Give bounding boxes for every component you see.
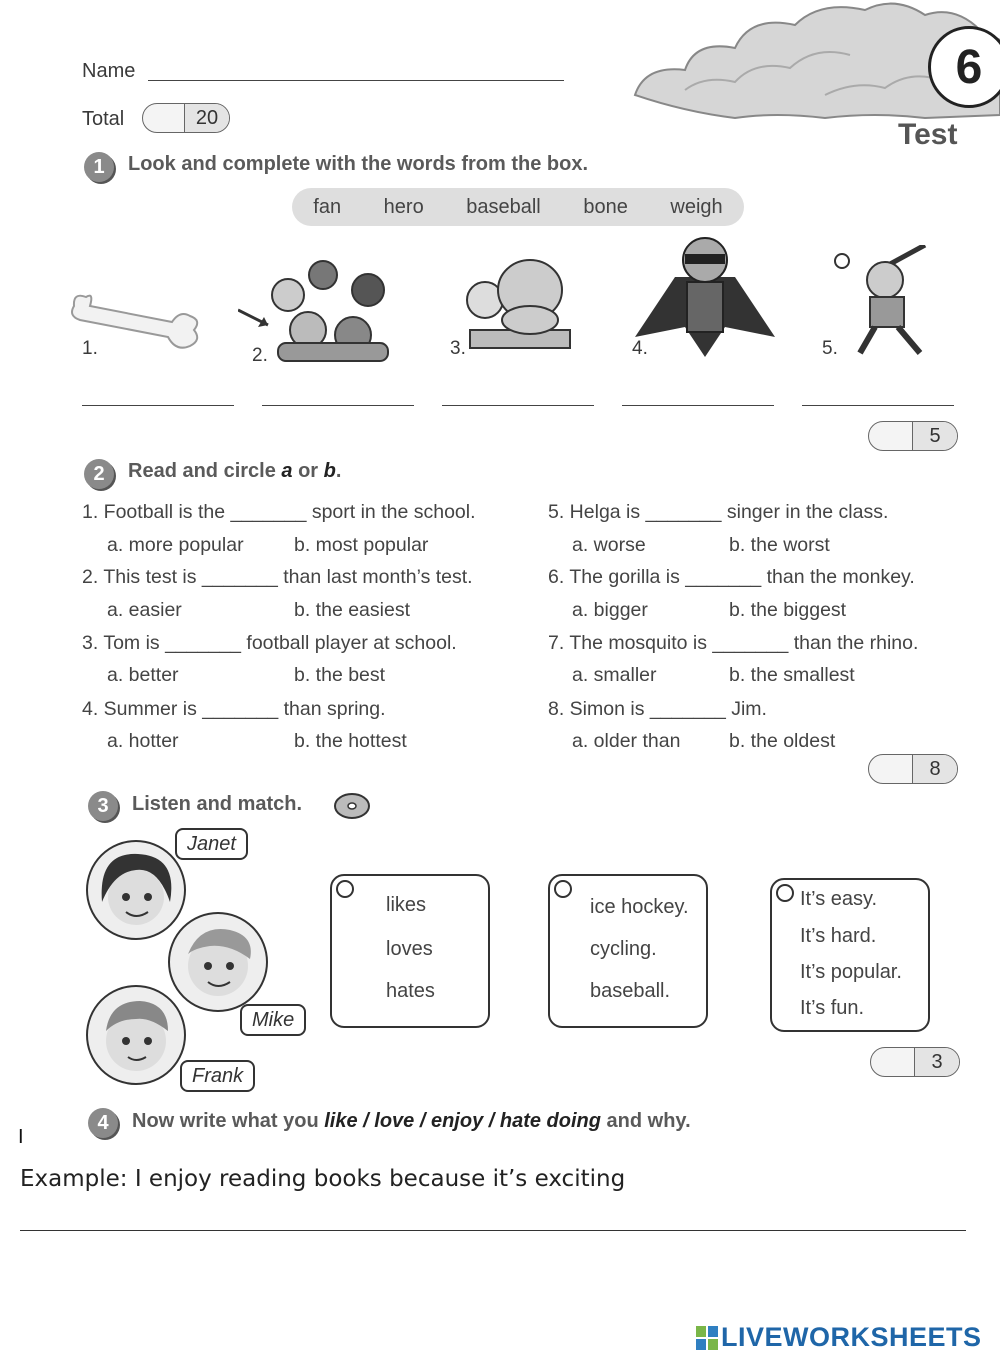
- item-number-2: 2.: [252, 345, 268, 366]
- section-3-score-box: [870, 1047, 960, 1077]
- section-1-number: 1: [84, 152, 114, 182]
- option-8b[interactable]: b. the oldest: [729, 730, 836, 752]
- section-2-score-box: [868, 754, 958, 784]
- question-1: 1. Football is the _______ sport in the school.: [82, 501, 476, 523]
- instruction-text: .: [335, 460, 342, 482]
- verb-option[interactable]: loves: [386, 938, 433, 960]
- section-1-score-box: [868, 421, 958, 451]
- question-3: 3. Tom is _______ football player at school.: [82, 632, 457, 654]
- sport-option[interactable]: baseball.: [590, 980, 671, 1002]
- answer-line-5[interactable]: [802, 405, 954, 406]
- reason-option[interactable]: It’s easy.: [800, 888, 878, 910]
- question-7: 7. The mosquito is _______ than the rhino.: [548, 632, 919, 654]
- section-3-instruction: Listen and match.: [132, 793, 303, 815]
- question-5: 5. Helga is _______ singer in the class.: [548, 501, 889, 523]
- instruction-emphasis: like / love / enjoy / hate doing: [324, 1110, 601, 1132]
- baseball-player-picture: [830, 245, 945, 360]
- superhero-picture: [635, 232, 775, 360]
- word-box-item: fan: [313, 195, 342, 218]
- unit-number: 6: [955, 40, 983, 94]
- option-2b[interactable]: b. the easiest: [294, 599, 410, 621]
- answer-line-1[interactable]: [82, 405, 234, 406]
- word-box: [292, 188, 744, 226]
- option-6a[interactable]: a. bigger: [572, 599, 648, 621]
- name-tag-mike: Mike: [240, 1004, 306, 1036]
- reason-option[interactable]: It’s popular.: [800, 961, 902, 983]
- total-label: Total: [82, 108, 125, 130]
- item-number-3: 3.: [450, 338, 466, 359]
- section-3-number: 3: [88, 791, 118, 821]
- sport-option[interactable]: ice hockey.: [590, 896, 689, 918]
- instruction-text: and why.: [600, 1110, 691, 1132]
- unit-number-badge: [928, 26, 1000, 108]
- instruction-option-b: b: [323, 460, 336, 482]
- instruction-text: Now write what you: [132, 1110, 325, 1132]
- option-1a[interactable]: a. more popular: [107, 534, 244, 556]
- item-number-1: 1.: [82, 338, 98, 359]
- answer-line-2[interactable]: [262, 405, 414, 406]
- card-hook: [776, 884, 794, 902]
- section-4-number: 4: [88, 1108, 118, 1138]
- test-label: Test: [898, 118, 958, 151]
- liveworksheets-logo: [696, 1322, 982, 1353]
- option-8a[interactable]: a. older than: [572, 730, 681, 752]
- section-1-score-value: 5: [912, 422, 957, 450]
- name-tag-janet: Janet: [175, 828, 248, 860]
- section-4-instruction: [132, 1110, 691, 1133]
- section-2-number: 2: [84, 459, 114, 489]
- option-6b[interactable]: b. the biggest: [729, 599, 847, 621]
- janet-avatar: [86, 840, 186, 940]
- total-score-box: [142, 103, 230, 133]
- cd-icon: [332, 790, 372, 820]
- item-number-4: 4.: [632, 338, 648, 359]
- mike-avatar: [168, 912, 268, 1012]
- question-8: 8. Simon is _______ Jim.: [548, 698, 767, 720]
- name-input-line[interactable]: [148, 80, 564, 81]
- reason-option[interactable]: It’s fun.: [800, 997, 865, 1019]
- reason-option[interactable]: It’s hard.: [800, 925, 877, 947]
- word-box-item: bone: [583, 195, 628, 218]
- card-hook: [554, 880, 572, 898]
- option-4a[interactable]: a. hotter: [107, 730, 179, 752]
- section-3-score-value: 3: [914, 1048, 959, 1076]
- text-cursor: I: [18, 1126, 24, 1148]
- word-box-item: weigh: [670, 195, 723, 218]
- word-box-item: hero: [383, 195, 424, 218]
- sports-card: [548, 874, 708, 1028]
- option-7b[interactable]: b. the smallest: [729, 664, 855, 686]
- option-1b[interactable]: b. most popular: [294, 534, 429, 556]
- verb-option[interactable]: hates: [386, 980, 435, 1002]
- option-3a[interactable]: a. better: [107, 664, 179, 686]
- instruction-text: or: [292, 460, 324, 482]
- answer-line-3[interactable]: [442, 405, 594, 406]
- sport-option[interactable]: cycling.: [590, 938, 657, 960]
- card-hook: [336, 880, 354, 898]
- section-2-score-value: 8: [912, 755, 957, 783]
- item-number-5: 5.: [822, 338, 838, 359]
- total-score-value: 20: [184, 104, 229, 132]
- section-1-instruction: Look and complete with the words from the box.: [128, 153, 589, 175]
- writing-answer-line[interactable]: [20, 1230, 966, 1231]
- word-box-item: baseball: [466, 195, 541, 218]
- instruction-option-a: a: [281, 460, 293, 482]
- name-tag-frank: Frank: [180, 1060, 255, 1092]
- frank-avatar: [86, 985, 186, 1085]
- section-2-instruction: [128, 460, 341, 483]
- answer-line-4[interactable]: [622, 405, 774, 406]
- instruction-text: Read and circle: [128, 460, 282, 482]
- elephant-scale-picture: [465, 245, 575, 355]
- brand-text: LIVEWORKSHEETS: [721, 1322, 982, 1352]
- option-7a[interactable]: a. smaller: [572, 664, 657, 686]
- option-5a[interactable]: a. worse: [572, 534, 646, 556]
- example-sentence: Example: I enjoy reading books because it’s exciting: [20, 1166, 626, 1192]
- question-6: 6. The gorilla is _______ than the monkey.: [548, 566, 915, 588]
- option-5b[interactable]: b. the worst: [729, 534, 830, 556]
- reasons-card: [770, 878, 930, 1032]
- liveworksheets-icon: [696, 1326, 718, 1350]
- question-2: 2. This test is _______ than last month’s test.: [82, 566, 473, 588]
- name-label: Name: [82, 60, 136, 82]
- verbs-card: [330, 874, 490, 1028]
- question-4: 4. Summer is _______ than spring.: [82, 698, 386, 720]
- option-3b[interactable]: b. the best: [294, 664, 386, 686]
- option-2a[interactable]: a. easier: [107, 599, 182, 621]
- option-4b[interactable]: b. the hottest: [294, 730, 407, 752]
- verb-option[interactable]: likes: [386, 894, 427, 916]
